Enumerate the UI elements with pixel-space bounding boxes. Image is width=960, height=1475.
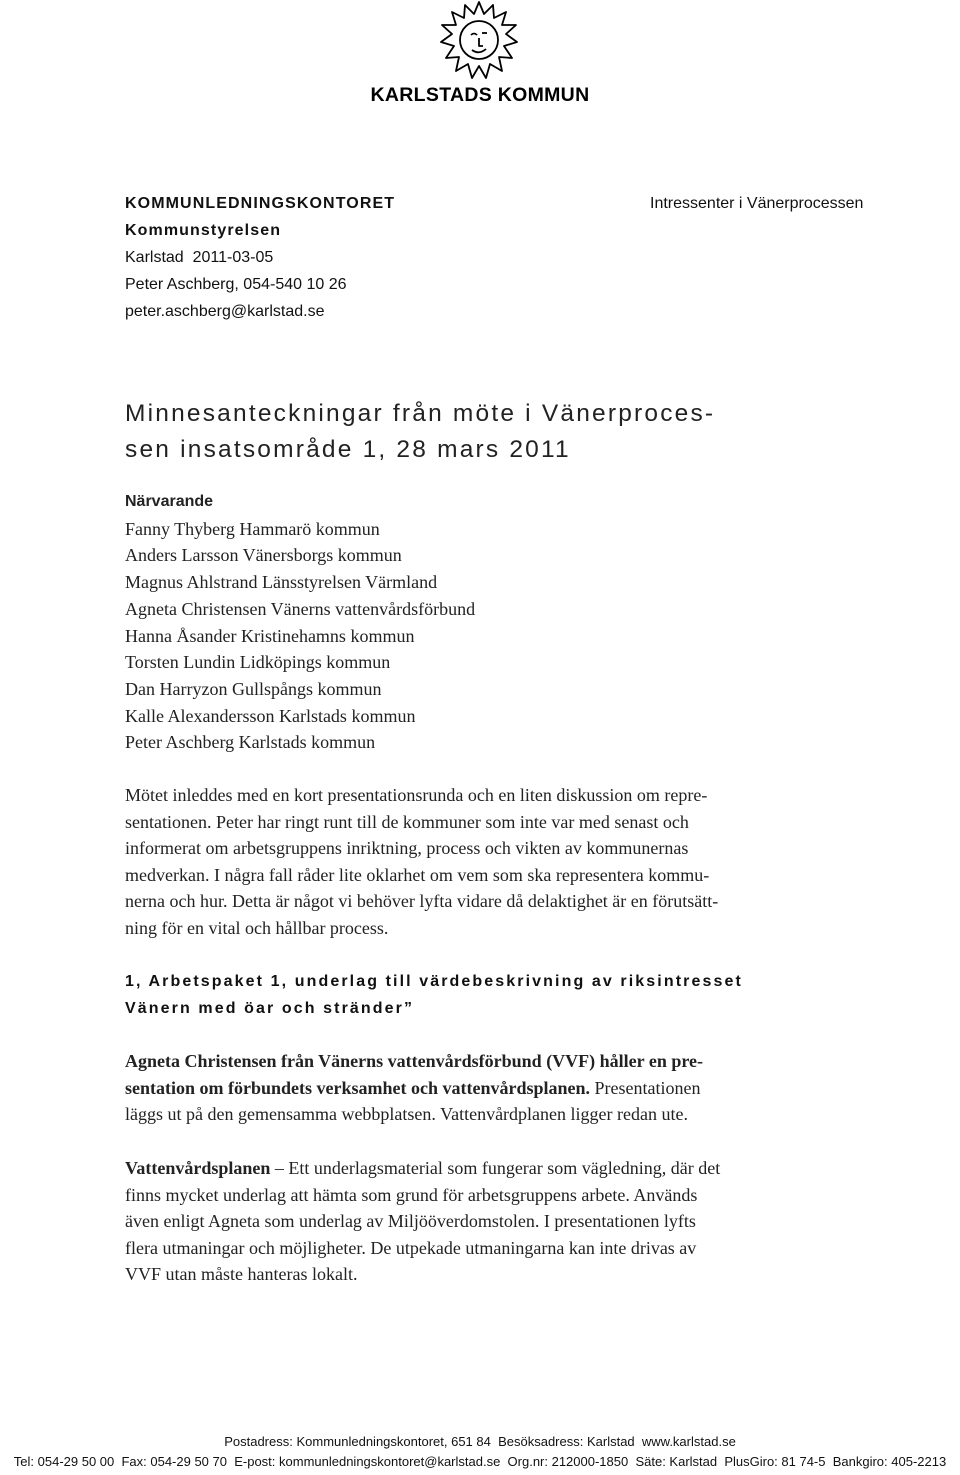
footer-address: Postadress: Kommunledningskontoret, 651 84 Besöksadress: Karlstad www.karlstad.se bbox=[224, 1434, 736, 1449]
attendee-item: Peter Aschberg Karlstads kommun bbox=[125, 732, 376, 753]
logo-text: KARLSTADS KOMMUN bbox=[370, 84, 590, 106]
section-heading bbox=[125, 968, 845, 1022]
paragraph-line: Mötet inleddes med en kort presentationsrunda och en liten diskussion om repre- bbox=[125, 785, 708, 805]
footer-contact: Tel: 054-29 50 00 Fax: 054-29 50 70 E-post: kommunledningskontoret@karlstad.se Org.nr: 212000-1850 Säte: Karlstad PlusGiro: 81 74-5 Bankgiro: 405-2213 bbox=[13, 1454, 947, 1469]
attendees-heading: Närvarande bbox=[125, 493, 214, 510]
sender-email: peter.aschberg@karlstad.se bbox=[125, 303, 325, 320]
sun-logo-icon bbox=[440, 0, 518, 80]
attendee-item: Anders Larsson Vänersborgs kommun bbox=[125, 545, 402, 566]
paragraph-line: informerat om arbetsgruppens inriktning, process och vikten av kommunernas bbox=[125, 838, 689, 859]
presentation-paragraph bbox=[125, 1048, 825, 1128]
attendee-item: Kalle Alexandersson Karlstads kommun bbox=[125, 705, 416, 726]
attendee-item: Magnus Ahlstrand Länsstyrelsen Värmland bbox=[125, 572, 438, 593]
attendee-item: Fanny Thyberg Hammarö kommun bbox=[125, 518, 380, 539]
paragraph-line: ning för en vital och hållbar process. bbox=[125, 917, 389, 938]
attendee-item: Agneta Christensen Vänerns vattenvårdsförbund bbox=[125, 598, 476, 619]
sender-block bbox=[125, 190, 485, 325]
sender-contact: Peter Aschberg, 054-540 10 26 bbox=[125, 276, 347, 293]
paragraph-bold-text: sentation om förbundets verksamhet och vattenvårdsplanen. bbox=[125, 1077, 591, 1098]
intro-paragraph bbox=[125, 782, 825, 942]
paragraph-line: läggs ut på den gemensamma webbplatsen. Vattenvårdplanen ligger redan ute. bbox=[125, 1104, 688, 1125]
attendee-item: Dan Harryzon Gullspångs kommun bbox=[125, 678, 382, 699]
paragraph-line: flera utmaningar och möjligheter. De utpekade utmaningarna kan inte drivas av bbox=[125, 1237, 697, 1258]
paragraph-line: även enligt Agneta som underlag av Miljööverdomstolen. I presentationen lyfts bbox=[125, 1211, 696, 1232]
paragraph-line bbox=[125, 1075, 825, 1102]
paragraph-line: VVF utan måste hanteras lokalt. bbox=[125, 1264, 358, 1285]
attendees-section bbox=[125, 489, 825, 756]
attendee-item: Hanna Åsander Kristinehamns kommun bbox=[125, 625, 415, 646]
section-heading-line1: 1, Arbetspaket 1, underlag till värdebeskrivning av riksintresset bbox=[125, 973, 743, 990]
karlstad-logo bbox=[365, 0, 595, 110]
document-title-line2: sen insatsområde 1, 28 mars 2011 bbox=[125, 436, 571, 463]
paragraph-bold-lead: Vattenvårdsplanen bbox=[125, 1158, 271, 1178]
paragraph-line: nerna och hur. Detta är något vi behöver lyfta vidare då delaktighet är en förutsätt- bbox=[125, 891, 719, 912]
paragraph-line: sentationen. Peter har ringt runt till de kommuner som inte var med senast och bbox=[125, 811, 689, 832]
sender-board: Kommunstyrelsen bbox=[125, 222, 282, 239]
section-heading-line2: Vänern med öar och stränder” bbox=[125, 1000, 415, 1017]
paragraph-line bbox=[125, 1155, 825, 1182]
sender-department: KOMMUNLEDNINGSKONTORET bbox=[125, 195, 396, 212]
paragraph-line: finns mycket underlag att hämta som grund för arbetsgruppens arbete. Används bbox=[125, 1184, 698, 1205]
sender-place-date: Karlstad 2011-03-05 bbox=[125, 249, 274, 266]
vattenvardsplanen-paragraph bbox=[125, 1155, 825, 1288]
paragraph-text: Presentationen bbox=[590, 1077, 701, 1098]
document-title bbox=[125, 396, 825, 468]
paragraph-line: medverkan. I några fall råder lite oklarhet om vem som ska representera kommu- bbox=[125, 864, 710, 885]
paragraph-text: – Ett underlagsmaterial som fungerar som vägledning, där det bbox=[270, 1158, 721, 1178]
recipient: Intressenter i Vänerprocessen bbox=[650, 195, 864, 212]
attendee-item: Torsten Lundin Lidköpings kommun bbox=[125, 652, 391, 673]
document-title-line1: Minnesanteckningar från möte i Vänerproces- bbox=[125, 400, 716, 427]
paragraph-bold-line: Agneta Christensen från Vänerns vattenvårdsförbund (VVF) håller en pre- bbox=[125, 1051, 703, 1071]
